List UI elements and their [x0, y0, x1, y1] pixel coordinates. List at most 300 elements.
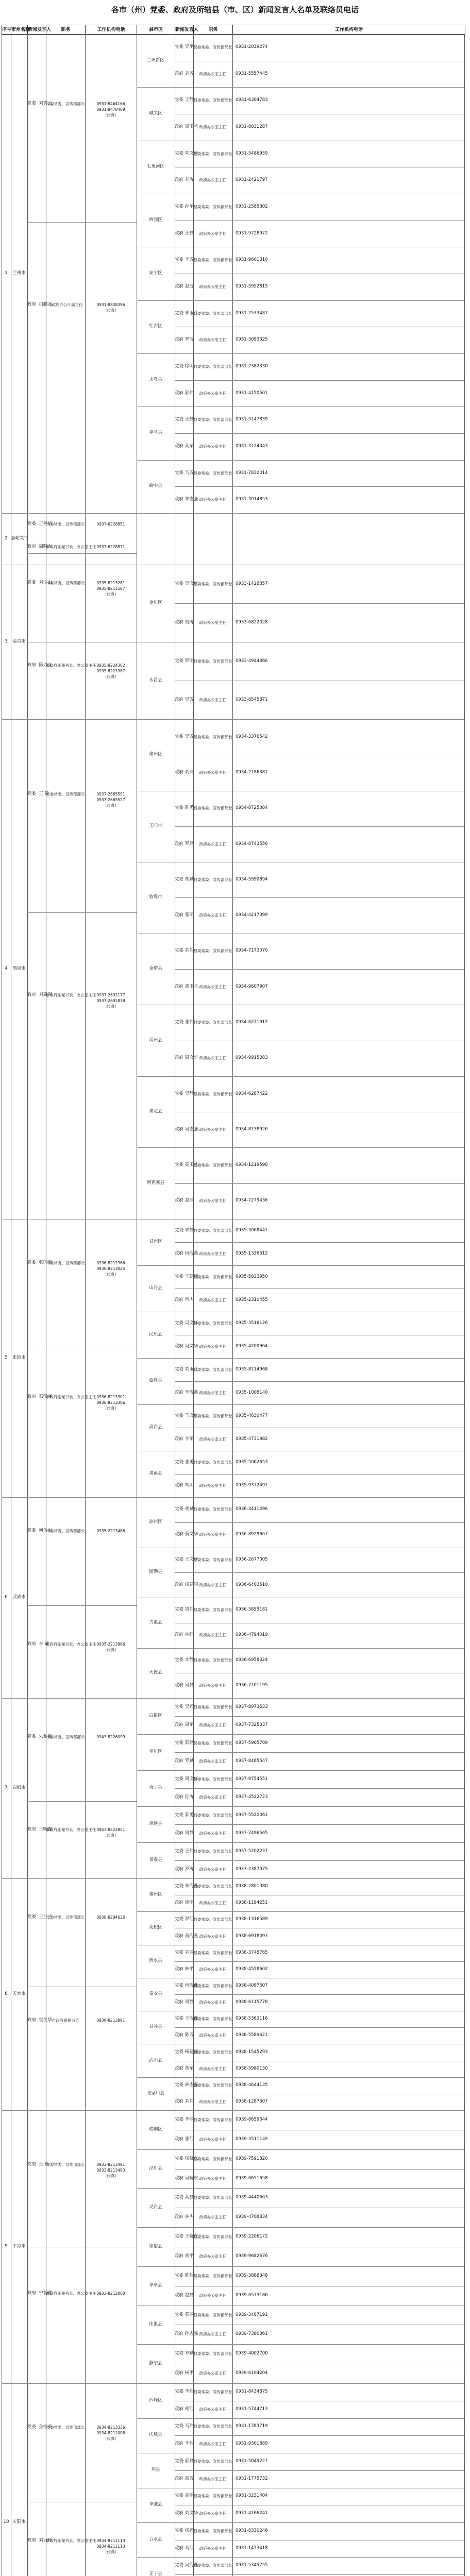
spokesperson-duty: 市委常委、宣传部部长 — [46, 522, 85, 527]
spokesperson: 党委 王 珏 — [27, 2162, 49, 2167]
county-phone: 0931-4166241 — [236, 2511, 268, 2516]
county-phone: 0939-7591820 — [236, 2156, 268, 2161]
county-duty: 县委常委、宣传部部长 — [193, 2016, 232, 2022]
spokesperson: 党委 孙维英 — [27, 2425, 52, 2430]
county-name: 肃南县 — [149, 1471, 162, 1476]
county-spokesperson: 政府 刘丽 — [175, 769, 194, 775]
row-divider — [137, 2227, 464, 2228]
county-phone: 0931-5952815 — [236, 283, 268, 289]
county-duty: 县委常委、宣传部部长 — [193, 581, 232, 586]
county-spokesperson: 党委 杨婷 — [175, 2528, 194, 2533]
county-phone: 0939-6573186 — [236, 2292, 268, 2298]
row-divider — [175, 380, 464, 381]
county-phone: 0934-2186381 — [236, 769, 268, 775]
region-number: 10 — [3, 2519, 9, 2524]
row-divider — [2, 719, 464, 720]
county-phone: 0938-1316589 — [236, 1917, 268, 1922]
office-phone: 0937-6228851 — [96, 522, 125, 527]
county-phone: 0938-3748765 — [236, 1950, 268, 1955]
county-duty: 政府办公室主任 — [199, 2511, 227, 2516]
county-phone: 0939-3487191 — [236, 2312, 268, 2317]
row-divider — [2, 2110, 464, 2111]
county-duty: 政府办公室主任 — [199, 2176, 227, 2181]
county-name: 山丹县 — [149, 1285, 162, 1291]
county-spokesperson: 党委 孙军 — [175, 204, 194, 209]
county-spokesperson: 党委 林志强 — [175, 2082, 198, 2088]
row-divider — [137, 1076, 464, 1077]
county-spokesperson: 党委 王静 — [175, 97, 194, 103]
region-name: 酒泉市 — [12, 966, 26, 971]
county-name: 正宁县 — [149, 2571, 162, 2576]
county-duty: 政府办公室主任 — [199, 2406, 227, 2412]
spokesperson-duty: 市政府副秘书长 — [52, 2018, 79, 2023]
county-spokesperson: 党委 王晓东 — [175, 2234, 198, 2240]
county-duty: 县委常委、宣传部部长 — [193, 1413, 232, 1418]
county-spokesperson: 政府 林红 — [175, 1632, 194, 1638]
county-phone: 0931-2382330 — [236, 363, 268, 369]
county-duty: 政府办公室主任 — [199, 2099, 227, 2104]
county-duty: 县委常委、宣传部部长 — [193, 2459, 232, 2464]
county-phone: 0936-8929667 — [236, 1532, 268, 1537]
county-duty: 县委常委、宣传部部长 — [193, 734, 232, 739]
office-phone: 0935-8224302 0935-8221987 （传真） — [96, 663, 125, 679]
county-name: 静宁县 — [149, 2361, 162, 2366]
county-name: 华亭县 — [149, 2282, 162, 2288]
header-cell: 序号 — [2, 25, 11, 35]
header-cell: 工作机构电话 — [334, 27, 363, 32]
county-spokesperson: 党委 罗红 — [175, 1917, 194, 1922]
office-phone: 0943-8222851 （传真） — [96, 1827, 125, 1838]
county-phone: 0931-1775732 — [236, 2476, 268, 2481]
county-name: 古浪县 — [149, 1619, 162, 1625]
county-duty: 县委常委、宣传部部长 — [193, 1460, 232, 1465]
county-spokesperson: 政府 罗涛 — [175, 1866, 194, 1872]
county-spokesperson: 政府 张红 — [175, 2136, 194, 2142]
county-duty: 政府办公室主任 — [199, 391, 227, 396]
county-duty: 县委常委、宣传部部长 — [193, 2312, 232, 2317]
office-phone: 0936-8212366 0936-8213025 （传真） — [96, 1261, 125, 1277]
county-spokesperson: 政府 高军 — [175, 443, 194, 449]
county-duty: 政府办公室主任 — [199, 2442, 227, 2447]
spokesperson-duty: 市委常委、宣传部部长 — [46, 1735, 85, 1739]
county-name: 武山县 — [149, 2057, 162, 2063]
county-phone: 0935-9372491 — [236, 1482, 268, 1488]
spokesperson-duty: 市政府副秘书长、办公室主任 — [46, 663, 96, 668]
county-duty: 政府办公室主任 — [199, 1483, 227, 1488]
county-phone: 0936-6958024 — [236, 1657, 268, 1663]
county-phone: 0939-4440663 — [236, 2195, 268, 2200]
region-number: 1 — [5, 270, 8, 276]
county-phone: 0939-2206172 — [236, 2234, 268, 2240]
county-name: 清水县 — [149, 1958, 162, 1963]
county-duty: 县委常委、宣传部部长 — [193, 258, 232, 263]
spokesperson-duty: 市政府副秘书长、办公室主任 — [46, 1642, 96, 1647]
county-name: 甘谷县 — [149, 2024, 162, 2030]
county-spokesperson: 党委 罗明 — [175, 658, 194, 664]
region-number: 5 — [5, 1355, 8, 1360]
county-name: 皋兰县 — [149, 430, 162, 435]
county-duty: 县委常委、宣传部部长 — [193, 1320, 232, 1326]
county-duty: 县委常委、宣传部部长 — [193, 1812, 232, 1818]
county-phone: 0938-4558602 — [236, 1966, 268, 1972]
county-duty: 县委常委、宣传部部长 — [193, 2528, 232, 2533]
county-spokesperson: 党委 王建国 — [175, 1274, 198, 1279]
spokesperson: 政府 霍生华 — [27, 2018, 52, 2023]
county-duty: 政府办公室主任 — [199, 1532, 227, 1537]
county-duty: 政府办公室主任 — [199, 1967, 227, 1972]
county-name: 民乐县 — [149, 1332, 162, 1337]
spokesperson: 政府 宁智斌 — [27, 2291, 52, 2296]
county-spokesperson: 党委 王海燕 — [175, 2016, 198, 2022]
county-spokesperson: 政府 胡红 — [175, 2406, 194, 2412]
county-spokesperson: 党委 朱海燕 — [175, 1884, 198, 1889]
county-duty: 政府办公室主任 — [199, 2253, 227, 2259]
table-header — [2, 25, 465, 35]
county-duty: 政府办公室主任 — [199, 620, 227, 625]
county-duty: 县委常委、宣传部部长 — [193, 204, 232, 209]
county-spokesperson: 党委 王伟 — [175, 1848, 194, 1854]
county-name: 张家川县 — [146, 2090, 164, 2096]
office-phone: 0933-8213491 0933-8213493 （传真） — [96, 2162, 125, 2178]
county-name: 天祝县 — [149, 1670, 162, 1675]
county-phone: 0938-5363116 — [236, 2016, 268, 2022]
row-divider — [175, 826, 464, 827]
county-spokesperson: 党委 陈伟 — [175, 2273, 194, 2278]
county-spokesperson: 政府 周文华 — [175, 1055, 198, 1061]
county-duty: 县委常委、宣传部部长 — [193, 98, 232, 103]
spokesperson-duty: 市委常委、宣传部部长 — [46, 792, 85, 796]
county-duty: 政府办公室主任 — [199, 1758, 227, 1764]
row-divider — [2, 1698, 464, 1699]
county-name: 秦安县 — [149, 1991, 162, 1996]
county-spokesperson: 政府 郭伟 — [175, 390, 194, 396]
office-phone: 0935-8213281 0935-8211587 （传真） — [96, 581, 125, 597]
county-phone: 0939-8659644 — [236, 2116, 268, 2122]
county-name: 永登县 — [149, 377, 162, 382]
county-name: 肃北县 — [149, 1109, 162, 1114]
county-name: 环县 — [151, 2467, 160, 2472]
row-divider — [175, 1994, 464, 1995]
county-name: 肃州区 — [149, 752, 162, 757]
county-phone: 0931-5744713 — [236, 2406, 268, 2412]
row-divider — [175, 486, 464, 487]
county-duty: 政府办公室主任 — [199, 444, 227, 449]
county-spokesperson: 政府 周军 — [175, 1722, 194, 1727]
county-spokesperson: 党委 李伟 — [175, 2388, 194, 2394]
county-spokesperson: 党委 王文华 — [175, 1556, 198, 1562]
county-name: 红古区 — [149, 324, 162, 329]
spokesperson-duty: 市政府办公厅副主任 — [48, 302, 83, 307]
county-duty: 政府办公室主任 — [199, 1251, 227, 1256]
county-phone: 0935-2310455 — [236, 1297, 268, 1302]
county-phone: 0931-5557445 — [236, 71, 268, 76]
county-spokesperson: 党委 高磊 — [175, 2195, 194, 2200]
county-duty: 县委常委、宣传部部长 — [193, 1163, 232, 1168]
region-number: 2 — [5, 536, 8, 541]
county-duty: 政府办公室主任 — [199, 71, 227, 76]
county-phone: 0937-8465547 — [236, 1758, 268, 1764]
row-divider — [175, 1860, 464, 1861]
row-divider — [175, 2027, 464, 2028]
county-phone: 0937-8973533 — [236, 1704, 268, 1709]
county-duty: 县委常委、宣传部部长 — [193, 877, 232, 882]
county-phone: 0934-8138926 — [236, 1126, 268, 1132]
office-phone: 0931-8848396 （传真） — [96, 302, 125, 313]
column-divider — [464, 34, 465, 2576]
county-phone: 0934-3376542 — [236, 734, 268, 739]
county-duty: 县委常委、宣传部部长 — [193, 470, 232, 476]
county-spokesperson: 党委 李静 — [175, 1657, 194, 1663]
county-name: 灵台县 — [149, 2205, 162, 2210]
county-phone: 0931-2533487 — [236, 310, 268, 316]
row-divider — [137, 2188, 464, 2189]
county-duty: 政府办公室主任 — [199, 984, 227, 989]
county-spokesperson: 政府 孙涛 — [175, 1794, 194, 1800]
county-name: 甘州区 — [149, 1239, 162, 1244]
column-divider — [27, 34, 28, 2576]
county-duty: 县委常委、宣传部部长 — [193, 1367, 232, 1372]
county-duty: 政府办公室主任 — [199, 1722, 227, 1727]
row-divider — [175, 1572, 464, 1573]
county-duty: 县委常委、宣传部部长 — [193, 311, 232, 316]
row-divider — [175, 603, 464, 604]
county-duty: 县委常委、宣传部部长 — [193, 2563, 232, 2568]
county-spokesperson: 党委 李芳 — [175, 257, 194, 263]
office-phone: 0933-8212000 — [96, 2291, 125, 2296]
county-phone: 0936-7101195 — [236, 1682, 268, 1688]
header-cell: 职务 — [194, 25, 233, 35]
county-spokesperson: 党委 徐明 — [175, 363, 194, 369]
row-divider — [137, 87, 464, 88]
row-divider — [137, 1147, 464, 1148]
row-divider — [2, 34, 464, 35]
county-phone: 0931-9301889 — [236, 2441, 268, 2447]
county-phone: 0938-4097607 — [236, 1982, 268, 1988]
spokesperson-duty: 市委常委、宣传部部长 — [46, 1915, 85, 1920]
county-phone: 0935-3068441 — [236, 1227, 268, 1233]
county-phone: 0934-9607907 — [236, 984, 268, 989]
column-divider — [232, 34, 233, 2576]
county-duty: 政府办公室主任 — [199, 2476, 227, 2481]
county-spokesperson: 党委 郭勇 — [175, 1812, 194, 1818]
county-name: 安宁区 — [149, 270, 162, 276]
office-phone: 0937-2665591 0937-2665527 （传真） — [96, 792, 125, 808]
county-name: 麦积区 — [149, 1925, 162, 1930]
county-phone: 0931-8031287 — [236, 124, 268, 129]
county-duty: 政府办公室主任 — [199, 2293, 227, 2298]
row-divider — [2, 1878, 464, 1879]
county-phone: 0931-9601310 — [236, 257, 268, 263]
county-phone: 0934-5990894 — [236, 876, 268, 882]
county-phone: 0934-8743556 — [236, 841, 268, 846]
county-name: 兰州新区 — [146, 57, 164, 63]
row-divider — [175, 1522, 464, 1523]
county-duty: 政府办公室主任 — [199, 697, 227, 702]
county-spokesperson: 政府 马红 — [175, 2545, 194, 2551]
spokesperson-duty: 市委常委、宣传部部长 — [46, 101, 85, 106]
county-spokesperson: 政府 周静 — [175, 1830, 194, 1836]
county-duty: 政府办公室主任 — [199, 1683, 227, 1688]
county-phone: 0931-5486959 — [236, 150, 268, 156]
county-duty: 县委常委、宣传部部长 — [193, 417, 232, 422]
row-divider — [175, 2470, 464, 2471]
row-divider — [27, 553, 137, 554]
county-phone: 0931-8330246 — [236, 2528, 268, 2533]
row-divider — [137, 1648, 464, 1649]
row-divider — [2, 2383, 464, 2384]
county-phone: 0938-6918093 — [236, 1933, 268, 1939]
county-duty: 县委常委、宣传部部长 — [193, 2494, 232, 2499]
county-spokesperson: 政府 何杰 — [175, 1297, 194, 1302]
county-duty: 县委常委、宣传部部长 — [193, 1776, 232, 1782]
county-spokesperson: 政府 孙志强 — [175, 2331, 198, 2337]
county-duty: 政府办公室主任 — [199, 2000, 227, 2005]
county-phone: 0939-4002700 — [236, 2351, 268, 2357]
county-spokesperson: 党委 郭磊 — [175, 2458, 194, 2464]
spokesperson-duty: 市政府副秘书长、办公室主任 — [46, 1827, 96, 1832]
county-duty: 政府办公室主任 — [199, 1127, 227, 1132]
county-name: 合水县 — [149, 2536, 162, 2542]
office-phone: 0934-8211113 0934-8211113 （传真） — [96, 2538, 125, 2554]
county-duty: 政府办公室主任 — [199, 1436, 227, 1442]
county-phone: 0934-1219598 — [236, 1162, 268, 1168]
row-divider — [175, 1474, 464, 1475]
spokesperson-duty: 市委常委、宣传部部长 — [46, 2162, 85, 2167]
county-duty: 县委常委、宣传部部长 — [193, 2082, 232, 2088]
county-spokesperson: 党委 吴平 — [175, 44, 194, 49]
county-phone: 0934-9915083 — [236, 1055, 268, 1061]
office-phone: 0936-8213301 0936-8213306 （传真） — [96, 1395, 125, 1411]
spokesperson: 政府 周晓东 — [27, 544, 52, 549]
row-divider — [137, 300, 464, 301]
county-name: 榆中县 — [149, 483, 162, 489]
row-divider — [137, 353, 464, 354]
county-name: 凉州区 — [149, 1519, 162, 1524]
county-spokesperson: 党委 吴芳 — [175, 734, 194, 739]
spokesperson: 政府 李 斌 — [27, 1641, 49, 1647]
county-spokesperson: 政府 刘伟 — [175, 2098, 194, 2104]
county-spokesperson: 政府 吴磊 — [175, 1682, 194, 1688]
county-name: 敦煌市 — [149, 894, 162, 900]
county-spokesperson: 党委 何海燕 — [175, 1982, 198, 1988]
county-spokesperson: 政府 赵芳 — [175, 283, 194, 289]
row-divider — [137, 406, 464, 407]
county-spokesperson: 政府 张明 — [175, 912, 194, 918]
county-phone: 0935-4731982 — [236, 1436, 268, 1442]
county-spokesperson: 党委 周伟 — [175, 1607, 194, 1613]
county-spokesperson: 政府 李海燕 — [175, 1389, 198, 1395]
county-spokesperson: 党委 刘伟 — [175, 948, 194, 954]
row-divider — [137, 1358, 464, 1359]
office-phone: 0938-8294626 — [96, 1915, 125, 1920]
county-duty: 政府办公室主任 — [199, 124, 227, 129]
county-duty: 县委常委、宣传部部长 — [193, 1274, 232, 1279]
region-name: 天水市 — [12, 1991, 26, 1996]
county-spokesperson: 政府 赵磊 — [175, 2292, 194, 2298]
county-phone: 0931-2421797 — [236, 177, 268, 183]
county-duty: 政府办公室主任 — [199, 231, 227, 236]
county-duty: 县委常委、宣传部部长 — [193, 948, 232, 954]
spokesperson-duty: 市政府副秘书长、办公室主任 — [46, 1395, 96, 1399]
spokesperson: 政府 白鹏飞 — [27, 302, 52, 307]
county-duty: 政府办公室主任 — [199, 1831, 227, 1836]
county-duty: 县委常委、宣传部部长 — [193, 151, 232, 156]
county-duty: 县委常委、宣传部部长 — [193, 2117, 232, 2122]
county-phone: 0933-1428857 — [236, 581, 268, 586]
row-divider — [137, 2149, 464, 2150]
county-phone: 0936-5859181 — [236, 1607, 268, 1613]
spokesperson: 党委 何传宝 — [27, 1528, 52, 1533]
county-duty: 政府办公室主任 — [199, 1390, 227, 1395]
office-phone: 0935-2213486 — [96, 1529, 125, 1533]
county-phone: 0939-4708834 — [236, 2214, 268, 2220]
county-spokesperson: 政府 李伟 — [175, 2441, 194, 2447]
county-duty: 政府办公室主任 — [199, 178, 227, 183]
column-divider — [85, 34, 86, 2576]
county-phone: 0933-6822028 — [236, 619, 268, 625]
spokesperson: 党委 王 健 — [27, 791, 49, 796]
county-spokesperson: 党委 罗斌 — [175, 2351, 194, 2357]
county-spokesperson: 政府 李军 — [175, 1436, 194, 1442]
county-spokesperson: 政府 周涛 — [175, 619, 194, 625]
county-duty: 县委常委、宣传部部长 — [193, 2424, 232, 2429]
row-divider — [175, 1752, 464, 1753]
county-name: 秦州区 — [149, 1892, 162, 1897]
region-number: 3 — [5, 639, 8, 644]
region-name: 武威市 — [12, 1595, 26, 1600]
county-phone: 0934-4217399 — [236, 912, 268, 918]
county-phone: 0937-4522723 — [236, 1794, 268, 1800]
county-duty: 政府办公室主任 — [199, 337, 227, 343]
county-phone: 0935-5833950 — [236, 1274, 268, 1279]
county-spokesperson: 党委 吴文华 — [175, 1320, 198, 1326]
county-phone: 0935-4200964 — [236, 1343, 268, 1349]
county-duty: 县委常委、宣传部部长 — [193, 1849, 232, 1854]
spokesperson: 党委 刘宁山 — [27, 580, 52, 585]
row-divider — [175, 1824, 464, 1825]
county-duty: 政府办公室主任 — [199, 1198, 227, 1204]
row-divider — [175, 2169, 464, 2170]
row-divider — [137, 1404, 464, 1405]
county-phone: 0931-3124343 — [236, 443, 268, 449]
county-spokesperson: 党委 王磊 — [175, 417, 194, 422]
county-duty: 政府办公室主任 — [199, 2546, 227, 2551]
county-phone: 0939-3511149 — [236, 2136, 268, 2142]
header-cell: 职务 — [46, 25, 86, 35]
county-spokesperson: 党委 吴静 — [175, 1091, 194, 1096]
county-spokesperson: 党委 马文华 — [175, 1413, 198, 1418]
county-name: 高台县 — [149, 1425, 162, 1430]
county-spokesperson: 党委 张勇 — [175, 1459, 194, 1465]
county-spokesperson: 党委 朱静 — [175, 1227, 194, 1233]
county-duty: 县委常委、宣传部部长 — [193, 1704, 232, 1709]
region-number: 7 — [5, 1785, 8, 1790]
county-name: 华池县 — [149, 2502, 162, 2507]
county-phone: 0937-2387075 — [236, 1866, 268, 1872]
row-divider — [27, 222, 137, 223]
county-phone: 0931-2039274 — [236, 44, 268, 49]
county-phone: 0931-7830014 — [236, 470, 268, 476]
county-phone: 0939-6651658 — [236, 2175, 268, 2181]
spokesperson: 党委 王福华 — [27, 521, 52, 527]
county-spokesperson: 政府 吴文华 — [175, 1343, 198, 1349]
county-duty: 政府办公室主任 — [199, 1582, 227, 1587]
county-duty: 县委常委、宣传部部长 — [193, 1020, 232, 1025]
county-phone: 0935-1008140 — [236, 1389, 268, 1395]
county-name: 西固区 — [149, 217, 162, 223]
county-name: 靖远县 — [149, 1821, 162, 1826]
county-spokesperson: 党委 吴文华 — [175, 581, 198, 586]
